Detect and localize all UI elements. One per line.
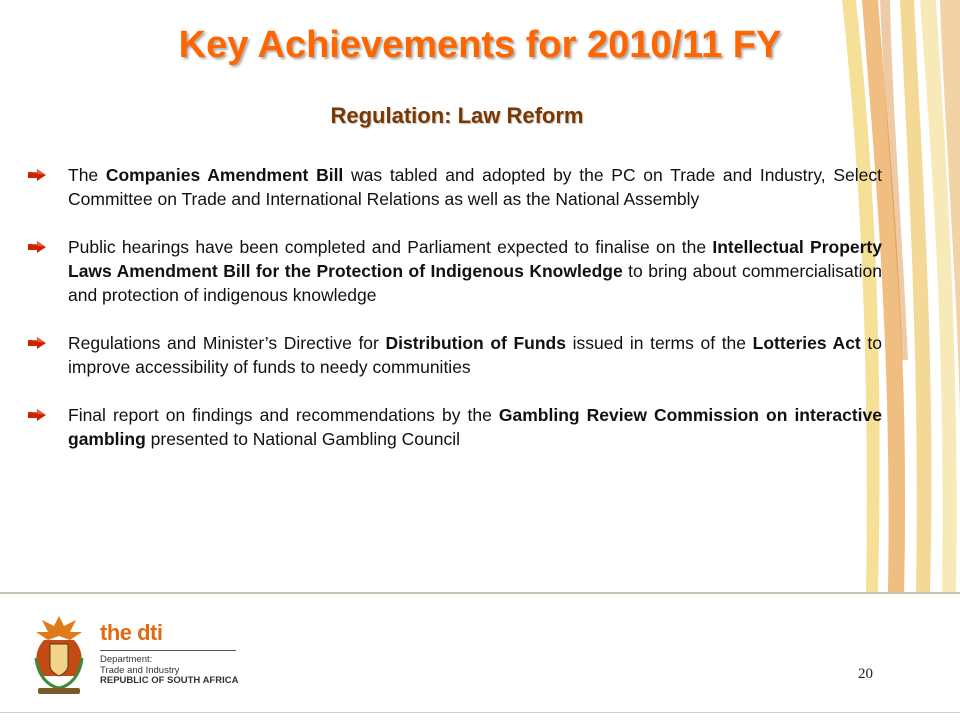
logo-rule xyxy=(100,650,236,651)
bold-phrase: Distribution of Funds xyxy=(385,333,566,353)
bullet-item xyxy=(28,163,882,211)
arrow-bullet-icon xyxy=(28,241,46,253)
bullet-item xyxy=(28,235,882,307)
text-run: Regulations and Minister’s Directive for xyxy=(68,333,386,353)
department-line: REPUBLIC OF SOUTH AFRICA xyxy=(100,675,239,686)
text-run: The xyxy=(68,165,106,185)
bullet-list xyxy=(28,163,882,475)
department-line: Trade and Industry xyxy=(100,664,180,676)
arrow-bullet-icon xyxy=(28,337,46,349)
department-line: Department: xyxy=(100,654,153,665)
bullet-item xyxy=(28,331,882,379)
bold-phrase: Companies Amendment Bill xyxy=(105,165,344,185)
bold-phrase: Intellectual Property Laws Amendment Bill for the Protection of Indigenous Knowledge xyxy=(68,237,882,281)
bold-phrase: Gambling Review Commission on interactive gambling xyxy=(68,405,882,449)
bullet-text xyxy=(68,405,882,449)
text-run: to bring about commercialisation and protection of indigenous knowledge xyxy=(68,261,882,305)
text-run: issued in terms of the xyxy=(565,333,753,353)
page-number: 20 xyxy=(858,666,873,682)
dti-logo: the dti xyxy=(100,620,163,645)
footer-divider xyxy=(0,592,960,594)
text-run: presented to National Gambling Council xyxy=(145,429,460,449)
arrow-bullet-icon xyxy=(28,169,46,181)
bold-phrase: Lotteries Act xyxy=(752,333,861,353)
arrow-bullet-icon xyxy=(28,409,46,421)
slide-subtitle: Regulation: Law Reform xyxy=(330,103,584,128)
bullet-item xyxy=(28,403,882,451)
bullet-text xyxy=(68,237,882,305)
text-run: Final report on findings and recommendations by the xyxy=(68,405,499,425)
text-run: to improve accessibility of funds to needy communities xyxy=(68,333,882,377)
slide-title: Key Achievements for 2010/11 FY xyxy=(178,24,782,66)
bullet-text xyxy=(68,165,882,209)
coat-of-arms-icon xyxy=(24,610,94,698)
department-block xyxy=(100,655,238,687)
bottom-divider xyxy=(0,712,960,713)
bullet-text xyxy=(68,333,882,377)
text-run: was tabled and adopted by the PC on Trade and Industry, Select Committee on Trade and International Relations as well as the National Assembly xyxy=(68,165,882,209)
text-run: Public hearings have been completed and Parliament expected to finalise on the xyxy=(68,237,713,257)
